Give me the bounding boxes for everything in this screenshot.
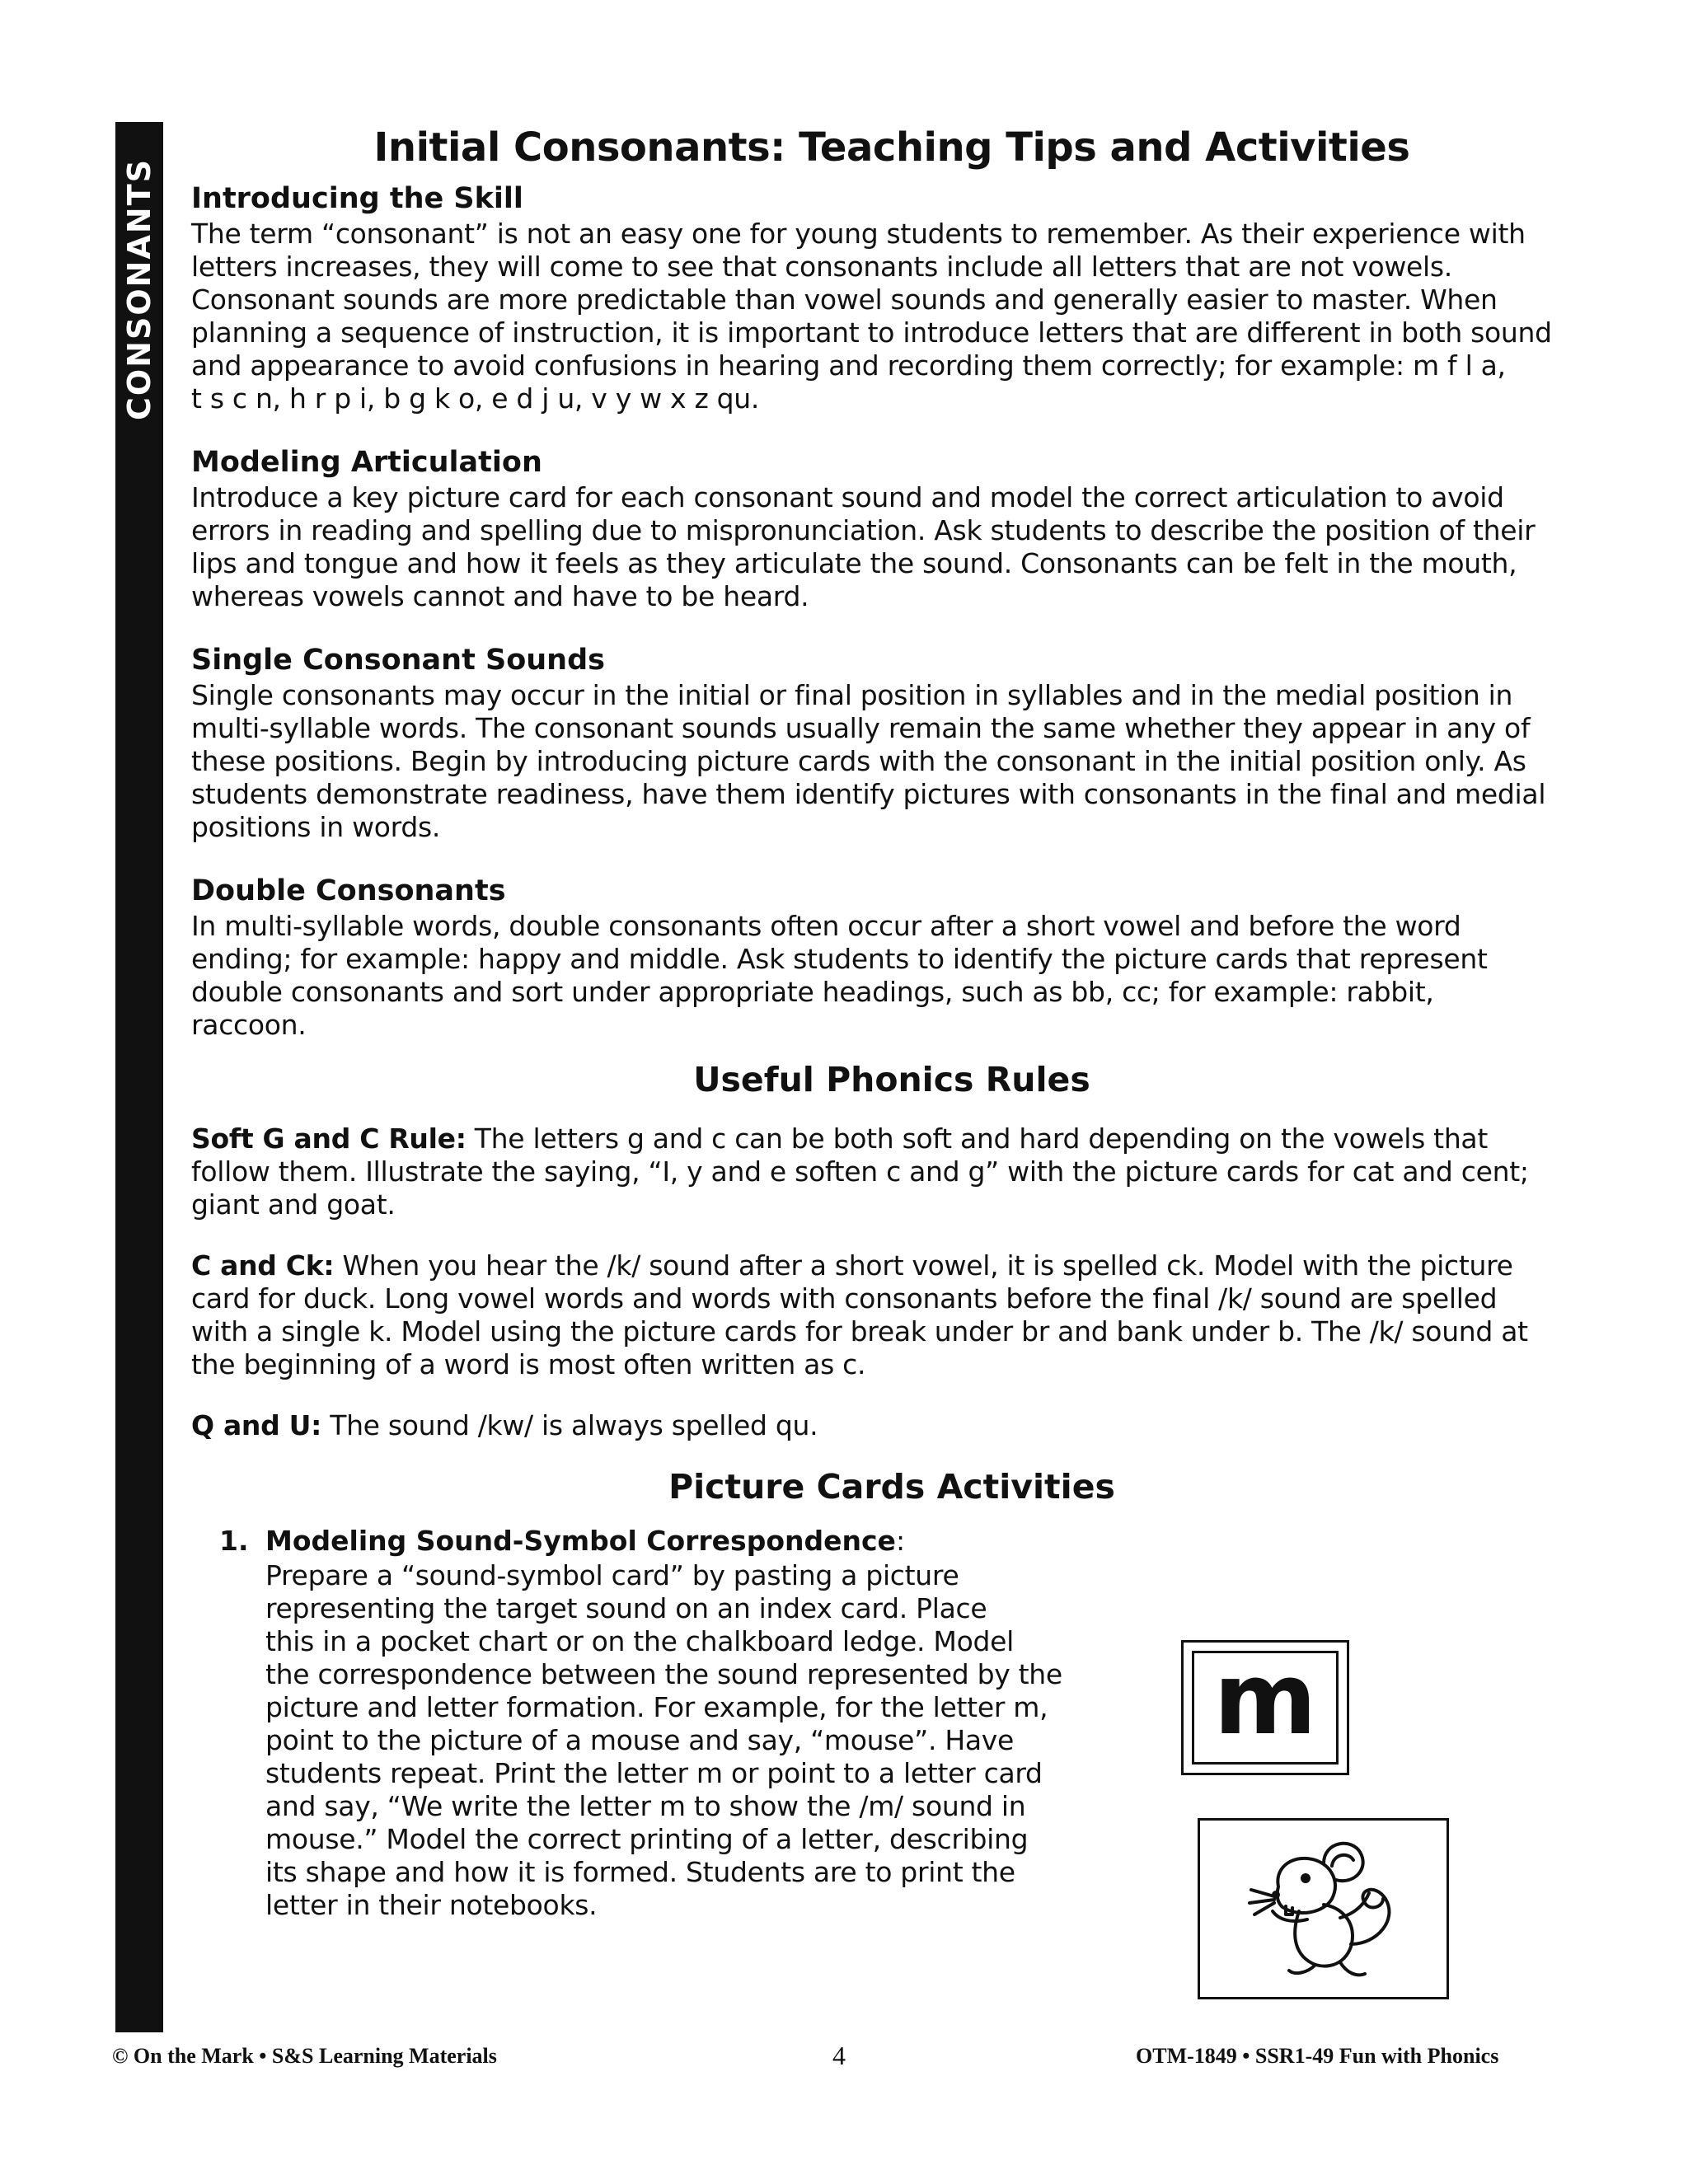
- text-line: follow them. Illustrate the saying, “I, y and e soften c and g” with the picture cards for cat and cent;: [191, 1155, 1529, 1188]
- footer-copyright: © On the Mark • S&S Learning Materials: [112, 2044, 497, 2068]
- page-title: Initial Consonants: Teaching Tips and Activities: [373, 124, 1410, 171]
- letter-card: [1181, 1640, 1349, 1775]
- text-line: Introduce a key picture card for each consonant sound and model the correct articulation to avoid: [191, 481, 1504, 513]
- text-line: letters increases, they will come to see that consonants include all letters that are not vowels.: [191, 251, 1452, 283]
- page-footer: [0, 2041, 1688, 2077]
- letter-card-frame: [1192, 1643, 1339, 1765]
- text-line: its shape and how it is formed. Students are to print the: [265, 1856, 1015, 1888]
- section-introducing: [191, 180, 1559, 415]
- text-line: representing the target sound on an index card. Place: [265, 1592, 987, 1624]
- rule-q-u: [191, 1409, 1559, 1442]
- section-heading: Single Consonant Sounds: [191, 644, 605, 677]
- text-line: this in a pocket chart or on the chalkboard ledge. Model: [265, 1625, 1014, 1657]
- rule-c-ck: [191, 1249, 1559, 1381]
- rule-lead: Soft G and C Rule:: [191, 1122, 467, 1155]
- text-line: letter in their notebooks.: [265, 1889, 598, 1921]
- text-line: positions in words.: [191, 811, 441, 843]
- activities-heading: Picture Cards Activities: [668, 1467, 1115, 1507]
- section-heading: Double Consonants: [191, 874, 506, 907]
- text-line: Prepare a “sound-symbol card” by pasting a picture: [265, 1559, 959, 1591]
- text-line: ending; for example: happy and middle. Ask students to identify the picture cards that represent: [191, 943, 1488, 975]
- text-line: students repeat. Print the letter m or point to a letter card: [265, 1757, 1043, 1789]
- text-line: and say, “We write the letter m to show the /m/ sound in: [265, 1790, 1026, 1822]
- section-heading: Introducing the Skill: [191, 182, 523, 215]
- rule-lead: Q and U:: [191, 1409, 322, 1441]
- text-line: and appearance to avoid confusions in hearing and recording them correctly; for example: m f l a,: [191, 349, 1506, 382]
- text-line: The sound /kw/ is always spelled qu.: [321, 1409, 818, 1441]
- text-line: planning a sequence of instruction, it is important to introduce letters that are different in both sound: [191, 316, 1552, 349]
- text-line: with a single k. Model using the picture cards for break under br and bank under b. The /k/ sound at: [191, 1315, 1528, 1347]
- section-modeling: [191, 443, 1559, 613]
- rule-soft-g-c: [191, 1122, 1559, 1221]
- text-line: In multi-syllable words, double consonants often occur after a short vowel and before the word: [191, 910, 1461, 942]
- section-heading: Modeling Articulation: [191, 446, 542, 479]
- section-body: [191, 910, 1559, 1042]
- text-line: picture and letter formation. For example, for the letter m,: [265, 1691, 1048, 1723]
- section-body: [191, 481, 1559, 613]
- text-line: multi-syllable words. The consonant sounds usually remain the same whether they appear in any of: [191, 712, 1531, 744]
- section-double: [191, 872, 1559, 1042]
- text-line: these positions. Begin by introducing picture cards with the consonant in the initial position only. As: [191, 745, 1526, 777]
- text-line: The letters g and c can be both soft and hard depending on the vowels that: [466, 1122, 1488, 1155]
- activity-title-text: Modeling Sound-Symbol Correspondence: [265, 1525, 896, 1557]
- letter-card-letter: m: [1213, 1643, 1317, 1757]
- text-line: Single consonants may occur in the initial or final position in syllables and in the medial position in: [191, 679, 1513, 711]
- section-body: [191, 218, 1559, 415]
- text-line: errors in reading and spelling due to mispronunciation. Ask students to describe the position of their: [191, 514, 1536, 546]
- footer-page-number: 4: [832, 2041, 846, 2070]
- activity-title-suffix: :: [895, 1525, 906, 1557]
- section-body: [191, 679, 1559, 844]
- activity-body: [265, 1559, 1123, 1922]
- text-line: When you hear the /k/ sound after a short vowel, it is spelled ck. Model with the picture: [334, 1249, 1513, 1282]
- tips-sections: [191, 180, 1559, 1042]
- text-line: the beginning of a word is most often written as c.: [191, 1348, 866, 1380]
- text-line: double consonants and sort under appropriate headings, such as bb, cc; for example: rabbit,: [191, 976, 1434, 1008]
- side-label: CONSONANTS: [121, 158, 157, 420]
- text-line: whereas vowels cannot and have to be heard.: [191, 580, 809, 612]
- text-line: mouse.” Model the correct printing of a letter, describing: [265, 1823, 1029, 1855]
- page-content: [191, 117, 1559, 1921]
- text-line: card for duck. Long vowel words and words with consonants before the final /k/ sound are spelled: [191, 1282, 1498, 1315]
- text-line: students demonstrate readiness, have them identify pictures with consonants in the final and medial: [191, 778, 1546, 810]
- mouse-picture-card: [1198, 1818, 1449, 1999]
- footer-product-code: OTM-1849 • SSR1-49 Fun with Phonics: [1136, 2044, 1499, 2068]
- text-line: point to the picture of a mouse and say, “mouse”. Have: [265, 1724, 1014, 1756]
- text-line: The term “consonant” is not an easy one for young students to remember. As their experience with: [191, 218, 1526, 250]
- text-line: the correspondence between the sound represented by the: [265, 1658, 1062, 1690]
- mouse-icon: [1200, 1821, 1447, 1997]
- text-line: raccoon.: [191, 1009, 307, 1041]
- text-line: giant and goat.: [191, 1188, 396, 1221]
- text-line: lips and tongue and how it feels as they articulate the sound. Consonants can be felt in the mouth,: [191, 547, 1517, 579]
- activity-number: 1.: [219, 1525, 249, 1557]
- rules-list: [191, 1122, 1559, 1442]
- section-single: [191, 641, 1559, 844]
- rules-heading: Useful Phonics Rules: [693, 1060, 1090, 1099]
- rule-lead: C and Ck:: [191, 1249, 335, 1282]
- text-line: t s c n, h r p i, b g k o, e d j u, v y w x z qu.: [191, 382, 760, 415]
- text-line: Consonant sounds are more predictable than vowel sounds and generally easier to master. When: [191, 284, 1498, 316]
- activity-title: [265, 1525, 905, 1558]
